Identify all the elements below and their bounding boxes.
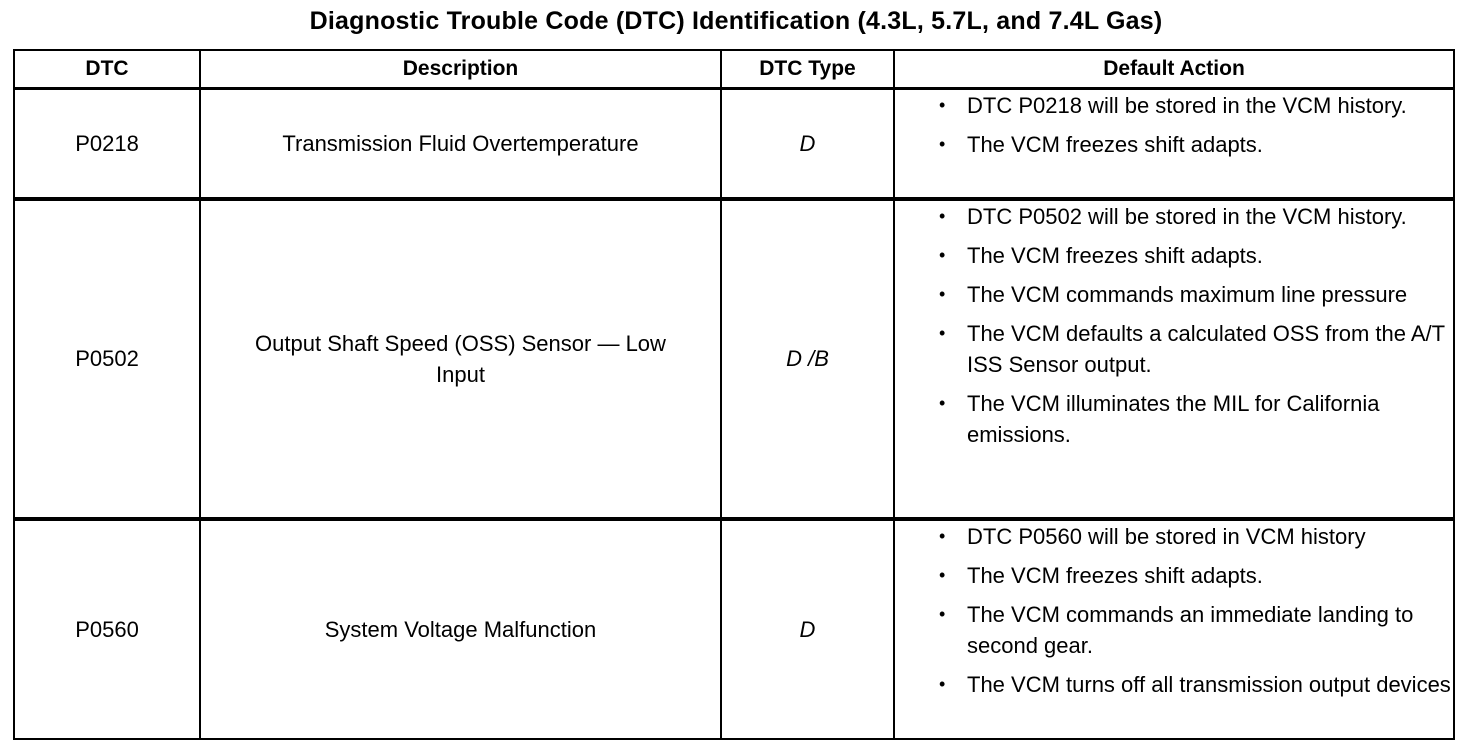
description-text: Transmission Fluid Overtemperature: [282, 130, 639, 156]
action-text: The VCM freezes shift adapts.: [967, 562, 1263, 588]
dtc-table: [13, 49, 1455, 740]
table-row: [14, 519, 1454, 739]
action-item: [895, 388, 1453, 450]
action-list: [895, 201, 1453, 450]
bullet-icon: •: [939, 392, 946, 413]
bullet-icon: •: [939, 322, 946, 343]
action-item: [895, 318, 1453, 380]
action-list: [895, 521, 1453, 700]
dtc-code-cell: P0502: [14, 199, 200, 519]
action-text: The VCM defaults a calculated OSS from the A/T ISS Sensor output.: [967, 320, 1445, 377]
dtc-code-cell: P0218: [14, 89, 200, 199]
bullet-icon: •: [939, 205, 946, 226]
action-text: The VCM illuminates the MIL for California emissions.: [967, 390, 1380, 447]
bullet-icon: •: [939, 525, 946, 546]
default-action-cell: [894, 519, 1454, 739]
description-text: System Voltage Malfunction: [324, 616, 597, 642]
action-item: [895, 560, 1453, 591]
action-item: [895, 90, 1453, 121]
action-text: The VCM commands maximum line pressure: [967, 281, 1408, 307]
action-list: [895, 90, 1453, 160]
header-default-action: Default Action: [894, 50, 1454, 89]
action-item: [895, 129, 1453, 160]
bullet-icon: •: [939, 564, 946, 585]
bullet-icon: •: [939, 244, 946, 265]
header-description: Description: [200, 50, 721, 89]
table-row: [14, 199, 1454, 519]
dtc-type-cell: D /B: [721, 199, 894, 519]
action-text: DTC P0218 will be stored in the VCM history.: [967, 93, 1407, 118]
page-title: Diagnostic Trouble Code (DTC) Identification (4.3L, 5.7L, and 7.4L Gas): [309, 7, 1163, 35]
action-item: [895, 599, 1453, 661]
action-item: [895, 201, 1453, 232]
action-text: DTC P0502 will be stored in the VCM history.: [967, 203, 1407, 229]
action-text: DTC P0560 will be stored in VCM history: [967, 523, 1366, 549]
bullet-icon: •: [939, 673, 946, 694]
table-header-row: [14, 50, 1454, 89]
description-cell: [200, 519, 721, 739]
action-text: The VCM commands an immediate landing to second gear.: [967, 601, 1414, 658]
action-item: [895, 240, 1453, 271]
bullet-icon: •: [939, 95, 946, 115]
table-row: [14, 89, 1454, 199]
description-cell: [200, 89, 721, 199]
default-action-cell: [894, 89, 1454, 199]
action-text: The VCM freezes shift adapts.: [967, 242, 1263, 268]
dtc-code-cell: P0560: [14, 519, 200, 739]
action-text: The VCM freezes shift adapts.: [967, 132, 1263, 157]
bullet-icon: •: [939, 283, 946, 304]
header-dtc-type: DTC Type: [721, 50, 894, 89]
action-text: The VCM turns off all transmission output devices: [967, 671, 1451, 697]
default-action-cell: [894, 199, 1454, 519]
bullet-icon: •: [939, 603, 946, 624]
action-item: [895, 669, 1453, 700]
action-item: [895, 279, 1453, 310]
bullet-icon: •: [939, 134, 946, 154]
dtc-type-cell: D: [721, 519, 894, 739]
description-cell: [200, 199, 721, 519]
action-item: [895, 521, 1453, 552]
dtc-type-cell: D: [721, 89, 894, 199]
description-text: Output Shaft Speed (OSS) Sensor — Low Input: [255, 330, 666, 387]
header-dtc: DTC: [14, 50, 200, 89]
